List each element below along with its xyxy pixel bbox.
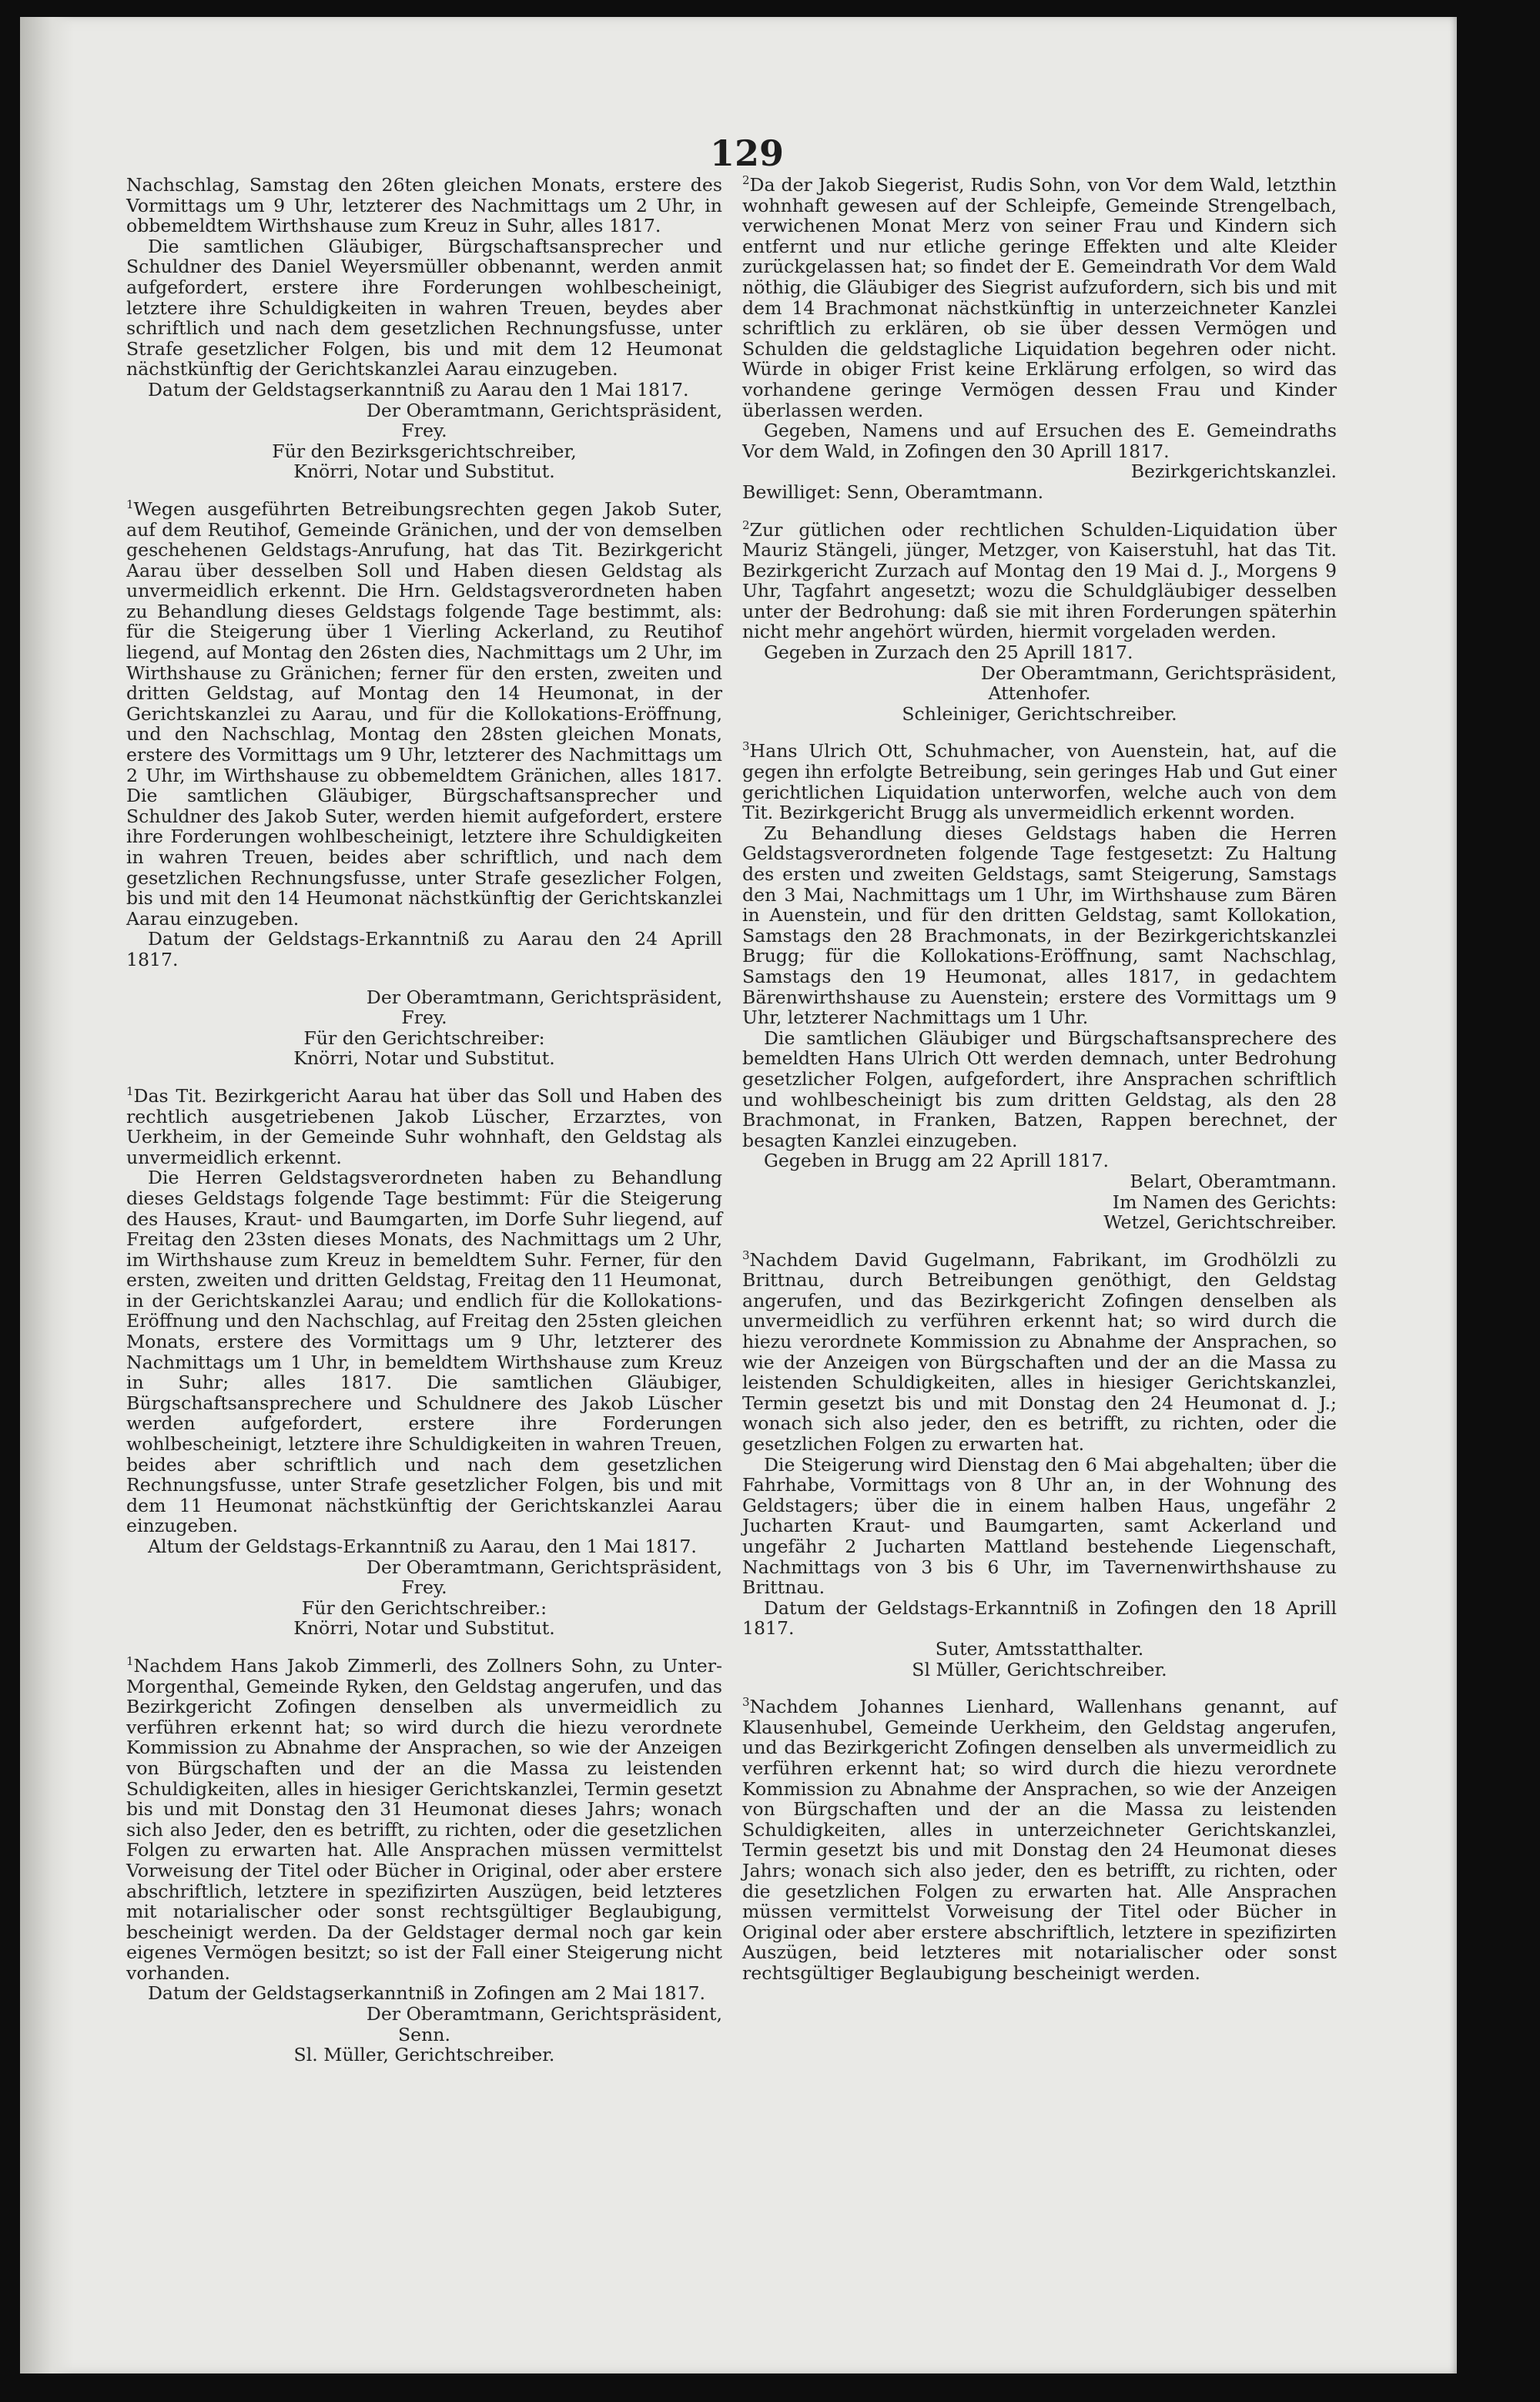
paragraph: Gegeben in Brugg am 22 Aprill 1817. bbox=[764, 1150, 1109, 1172]
paragraph: Datum der Geldstagserkanntniß in Zofingen am 2 Mai 1817. bbox=[148, 1982, 705, 2005]
signature-line: Frey. bbox=[401, 1007, 447, 1029]
signature-line: Der Oberamtmann, Gerichtspräsident, bbox=[980, 662, 1337, 684]
notice-text: Hans Ulrich Ott, Schuhmacher, von Auenstein, hat, auf die gegen ihn erfolgte Betreibung, sein geringes Hab und Gut einer gerichtlichen Liquidation unterworfen, welche auch von dem Tit. Bezirkgericht Brugg als unvermeidlich erkennt worden. bbox=[742, 740, 1337, 824]
signature-line: Frey. bbox=[401, 420, 447, 442]
notice-text: Nachdem David Gugelmann, Fabrikant, im Grodhölzli zu Brittnau, durch Betreibungen genöthigt, den Geldstag angerufen, und das Bezirkgericht Zofingen denselben als unvermeidlich zu verführen erkennt hat; so wird durch die hiezu verordnete Kommission zu Abnahme der Ansprachen, so wie der Anzeigen von Bürgschaften und der an die Massa zu leistenden Schuldigkeiten, alles in hiesiger Gerichtskanzlei, Termin gesetzt bis und mit Donstag den 24 Heumonat d. J.; wonach sich also jeder, den es betrifft, zu richten, oder die gesetzlichen Folgen zu erwarten hat. bbox=[742, 1248, 1337, 1456]
signature-line: Senn. bbox=[397, 2023, 451, 2045]
paragraph: Gegeben in Zurzach den 25 Aprill 1817. bbox=[764, 642, 1133, 664]
paragraph: Bewilliget: Senn, Oberamtmann. bbox=[742, 481, 1044, 503]
signature-line: Wetzel, Gerichtschreiber. bbox=[1103, 1211, 1337, 1234]
paragraph: Die samtlichen Gläubiger und Bürgschaftsansprechere des bemeldten Hans Ulrich Ott werden demnach, unter Bedrohung gesetzlicher Folgen, aufgefordert, ihre Ansprachen schriftlich und wohlbescheinigt bis zum dritten Geldstag, als den 28 Brachmonat, in Franken, Batzen, Rappen berechnet, der besagten Kanzlei einzugeben. bbox=[742, 1027, 1337, 1151]
signature-line: Knörri, Notar und Substitut. bbox=[293, 461, 555, 483]
notice-text: Da der Jakob Siegerist, Rudis Sohn, von Vor dem Wald, letzthin wohnhaft gewesen auf der Schleipfe, Gemeinde Strengelbach, verwichenen Monat Merz von seiner Frau und Kindern sich entfernt und nur etliche geringe Effekten und alte Kleider zurückgelassen hat; so findet der E. Gemeindrath Vor dem Wald nöthig, die Gläubiger des Siegrist aufzufordern, sich bis und mit dem 14 Brachmonat nächstkünftig in unterzeichneter Kanzlei schriftlich zu erklären, ob sie über dessen Vermögen und Schulden die geldstagliche Liquidation begehren oder nicht. Würde in obiger Frist keine Erklärung erfolgen, so wird das vorhandene geringe Vermögen dessen Frau und Kinder überlassen werden. bbox=[742, 174, 1337, 421]
paragraph-gap bbox=[126, 482, 722, 499]
notice-entry bbox=[742, 741, 1337, 822]
signature-line: Für den Gerichtschreiber: bbox=[303, 1027, 545, 1049]
signature-line: Im Namen des Gerichts: bbox=[1112, 1191, 1337, 1213]
paragraph: Zu Behandlung dieses Geldstags haben die Herren Geldstagsverordneten folgende Tage festgesetzt: Zu Haltung des ersten und zweiten Geldstags, samt Steigerung, Samstags den 3 Mai, Nachmittags um 1 Uhr, im Wirthshause zum Bären in Auenstein, und für den dritten Geldstag, samt Kollokation, Samstags den 28 Brachmonats, in der Bezirkgerichtskanzlei Brugg; für die Kollokations-Eröffnung, samt Nachschlag, Samstags den 19 Heumonat, alles 1817, in gedachtem Bärenwirthshause zu Auenstein; erstere des Vormittags um 9 Uhr, letzterer Nachmittags um 1 Uhr. bbox=[742, 822, 1337, 1029]
signature-line: Sl Müller, Gerichtschreiber. bbox=[912, 1658, 1167, 1680]
notice-text: Wegen ausgeführten Betreibungsrechten gegen Jakob Suter, auf dem Reutihof, Gemeinde Gränichen, und der von demselben geschehenen Geldstags-Anrufung, hat das Tit. Bezirkgericht Aarau über desselben Soll und Haben diesen Geldstag als unvermeidlich erkennt. Die Hrn. Geldstagsverordneten haben zu Behandlung dieses Geldstags folgende Tage bestimmt, als: für die Steigerung über 1 Vierling Ackerland, zu Reutihof liegend, auf Montag den 26sten dies, Nachmittags um 2 Uhr, im Wirthshause zu Gränichen; ferner für den ersten, zweiten und dritten Geldstag, auf Montag den 14 Heumonat, in der Gerichtskanzlei zu Aarau, und für die Kollokations-Eröffnung, und den Nachschlag, Montag den 28sten gleichen Monats, erstere des Vormittags um 9 Uhr, letzterer des Nachmittags um 2 Uhr, im Wirthshause zu obbemeldtem Gränichen, alles 1817. Die samtlichen Gläubiger, Bürgschaftsansprecher und Schuldner des Jakob Suter, werden hiemit aufgefordert, erstere ihre Forderungen wohlbescheinigt, letztere ihre Schuldigkeiten in wahren Treuen, beides aber schriftlich, und nach dem gesetzlichen Rechnungsfusse, unter Strafe gesezlicher Folgen, bis und mit den 14 Heumonat nächstkünftig der Gerichtskanzlei Aarau einzugeben. bbox=[126, 497, 722, 930]
signature-line: Bezirkgerichtskanzlei. bbox=[1130, 461, 1337, 483]
paragraph-gap bbox=[126, 1639, 722, 1656]
paragraph-gap bbox=[742, 724, 1337, 741]
paragraph-gap bbox=[126, 970, 722, 987]
notice-footnote-number: 3 bbox=[742, 1695, 750, 1710]
notice-entry bbox=[126, 1086, 722, 1167]
notice-entry bbox=[742, 520, 1337, 643]
paragraph: Die samtlichen Gläubiger, Bürgschaftsansprecher und Schuldner des Daniel Weyersmüller obbenannt, werden anmit aufgefordert, erstere ihre Forderungen wohlbescheinigt, letztere ihre Schuldigkeiten in wahren Treuen, beydes aber schriftlich und nach dem gesetzlichen Rechnungsfusse, unter Strafe gesetzlicher Folgen, bis und mit dem 12 Heumonat nächstkünftig der Gerichtskanzlei Aarau einzugeben. bbox=[126, 235, 722, 380]
notice-text: Das Tit. Bezirkgericht Aarau hat über das Soll und Haben des rechtlich ausgetriebenen Jakob Lüscher, Erzarztes, von Uerkheim, in der Gemeinde Suhr wohnhaft, den Geldstag als unvermeidlich erkennt. bbox=[126, 1084, 722, 1168]
paragraph: Die Herren Geldstagsverordneten haben zu Behandlung dieses Geldstags folgende Tage bestimmt: Für die Steigerung des Hauses, Kraut- und Baumgarten, im Dorfe Suhr liegend, auf Freitag den 23sten dieses Monats, des Nachmittags um 2 Uhr, im Wirthshause zum Kreuz in bemeldtem Suhr. Ferner, für den ersten, zweiten und dritten Geldstag, Freitag den 11 Heumonat, in der Gerichtskanzlei Aarau; und endlich für die Kollokations-Eröffnung und den Nachschlag, auf Freitag den 25sten gleichen Monats, erstere des Vormittags um 9 Uhr, letzterer des Nachmittags um 1 Uhr, in bemeldtem Wirthshause zum Kreuz in Suhr; alles 1817. Die samtlichen Gläubiger, Bürgschaftsansprechere und Schuldnere des Jakob Lüscher werden aufgefordert, erstere ihre Forderungen wohlbescheinigt, letztere ihre Schuldigkeiten in wahren Treuen, beides aber schriftlich und nach dem gesetzlichen Rechnungsfusse, unter Strafe gesetzlicher Folgen, bis und mit dem 11 Heumonat nächstkünftig der Gerichtskanzlei Aarau einzugeben. bbox=[126, 1167, 722, 1537]
paragraph-gap bbox=[742, 503, 1337, 520]
newspaper-page bbox=[20, 17, 1457, 2374]
notice-text: Zur gütlichen oder rechtlichen Schulden-Liquidation über Mauriz Stängeli, jünger, Metzger, von Kaiserstuhl, hat das Tit. Bezirkgericht Zurzach auf Montag den 19 Mai d. J., Morgens 9 Uhr, Tagfahrt angesetzt; wozu die Schuldgläubiger desselben unter der Bedrohung: daß sie mit ihren Forderungen späterhin nicht mehr angehört würden, hiermit vorgeladen werden. bbox=[742, 518, 1337, 643]
notice-footnote-number: 1 bbox=[126, 497, 134, 512]
signature-line: Für den Gerichtschreiber.: bbox=[301, 1596, 547, 1619]
notice-entry bbox=[742, 1250, 1337, 1455]
signature-line: Suter, Amtsstatthalter. bbox=[935, 1637, 1144, 1660]
paragraph-gap bbox=[742, 1680, 1337, 1697]
notice-entry bbox=[742, 1697, 1337, 1983]
page-binding-shadow bbox=[20, 17, 74, 2374]
signature-line: Attenhofer. bbox=[988, 682, 1091, 705]
notice-footnote-number: 1 bbox=[126, 1654, 134, 1669]
notice-entry bbox=[742, 175, 1337, 420]
notice-text: Nachdem Hans Jakob Zimmerli, des Zollners Sohn, zu Unter-Morgenthal, Gemeinde Ryken, den Geldstag angerufen, und das Bezirkgericht Zofingen denselben als unvermeidlich zu verführen erkennt hat; so wird durch die hiezu verordnete Kommission zu Abnahme der Ansprachen, so wie der Anzeigen von Bürgschaften und der an die Massa zu leistenden Schuldigkeiten, alles in hiesiger Gerichtskanzlei, Termin gesetzt bis und mit Donstag den 31 Heumonat dieses Jahrs; wonach sich also Jeder, den es betrifft, zu richten, oder die gesetzlichen Folgen zu erwarten hat. Alle Ansprachen müssen vermittelst Vorweisung der Titel oder Bücher in Original, oder aber erstere abschriftlich, letztere in spezifizirten Auszügen, beid letzteres mit notarialischer oder sonst rechtsgültiger Beglaubigung, bescheinigt werden. Da der Geldstager dermal noch gar kein eigenes Vermögen besitzt; so ist der Fall einer Steigerung nicht vorhanden. bbox=[126, 1654, 722, 1984]
signature-line: Schleiniger, Gerichtschreiber. bbox=[902, 702, 1177, 725]
signature-line: Belart, Oberamtmann. bbox=[1130, 1170, 1337, 1192]
signature-line: Knörri, Notar und Substitut. bbox=[293, 1617, 555, 1640]
paragraph: Datum der Geldstags-Erkanntniß in Zofingen den 18 Aprill 1817. bbox=[742, 1596, 1337, 1640]
signature-line: Der Oberamtmann, Gerichtspräsident, bbox=[366, 2003, 722, 2025]
paragraph-gap bbox=[126, 1069, 722, 1086]
notice-footnote-number: 1 bbox=[126, 1084, 134, 1099]
notice-footnote-number: 2 bbox=[742, 518, 750, 532]
paragraph: Datum der Geldstags-Erkanntniß zu Aarau den 24 Aprill 1817. bbox=[126, 928, 722, 970]
paragraph: Die Steigerung wird Dienstag den 6 Mai abgehalten; über die Fahrhabe, Vormittags von 8 Uhr an, in der Wohnung des Geldstagers; über die in einem halben Haus, ungefähr 2 Jucharten Kraut- und Baumgarten, samt Ackerland und ungefähr 2 Jucharten Mattland bestehende Liegenschaft, Nachmittags von 3 bis 6 Uhr, im Tavernenwirthshause zu Brittnau. bbox=[742, 1453, 1337, 1599]
notice-footnote-number: 3 bbox=[742, 739, 750, 754]
paragraph: Gegeben, Namens und auf Ersuchen des E. Gemeindraths Vor dem Wald, in Zofingen den 30 Aprill 1817. bbox=[742, 420, 1337, 462]
signature-line: Der Oberamtmann, Gerichtspräsident, bbox=[366, 986, 722, 1008]
signature-line: Für den Bezirksgerichtschreiber, bbox=[272, 440, 577, 462]
notice-entry bbox=[126, 1656, 722, 1984]
left-column bbox=[126, 175, 722, 2065]
paragraph: Altum der Geldstags-Erkanntniß zu Aarau, den 1 Mai 1817. bbox=[148, 1536, 697, 1557]
paragraph: Nachschlag, Samstag den 26ten gleichen Monats, erstere des Vormittags um 9 Uhr, letzterer des Nachmittags um 2 Uhr, in obbemeldtem Wirthshause zum Kreuz in Suhr, alles 1817. bbox=[126, 174, 722, 237]
notice-entry bbox=[126, 499, 722, 929]
signature-line: Sl. Müller, Gerichtschreiber. bbox=[293, 2044, 555, 2066]
signature-line: Der Oberamtmann, Gerichtspräsident, bbox=[366, 1556, 722, 1578]
signature-line: Knörri, Notar und Substitut. bbox=[293, 1047, 555, 1070]
notice-footnote-number: 3 bbox=[742, 1248, 750, 1262]
signature-line: Der Oberamtmann, Gerichtspräsident, bbox=[366, 399, 722, 421]
paragraph: Datum der Geldstagserkanntniß zu Aarau den 1 Mai 1817. bbox=[148, 378, 689, 400]
paragraph-gap bbox=[742, 1233, 1337, 1250]
notice-footnote-number: 2 bbox=[742, 173, 750, 188]
page-number: 129 bbox=[710, 132, 785, 174]
notice-text: Nachdem Johannes Lienhard, Wallenhans genannt, auf Klausenhubel, Gemeinde Uerkheim, den Geldstag angerufen, und das Bezirkgericht Zofingen denselben als unvermeidlich zu verführen erkennt hat; so wird durch die hiezu verordnete Kommission zu Abnahme der Ansprachen, so wie der Anzeigen von Bürgschaften und der an die Massa zu leistenden Schuldigkeiten, alles in unterzeichneter Gerichtskanzlei, Termin gesetzt bis und mit Donstag den 24 Heumonat dieses Jahrs; wonach sich also jeder, den es betrifft, zu richten, oder die gesetzlichen Folgen zu erwarten hat. Alle Ansprachen müssen vermittelst Vorweisung der Titel oder Bücher in Original oder aber erstere abschriftlich, letztere in spezifizirten Auszügen, beid letzteres mit notarialischer oder sonst rechtsgültiger Beglaubigung bescheinigt werden. bbox=[742, 1696, 1337, 1984]
signature-line: Frey. bbox=[401, 1576, 447, 1599]
right-column bbox=[742, 175, 1337, 1983]
